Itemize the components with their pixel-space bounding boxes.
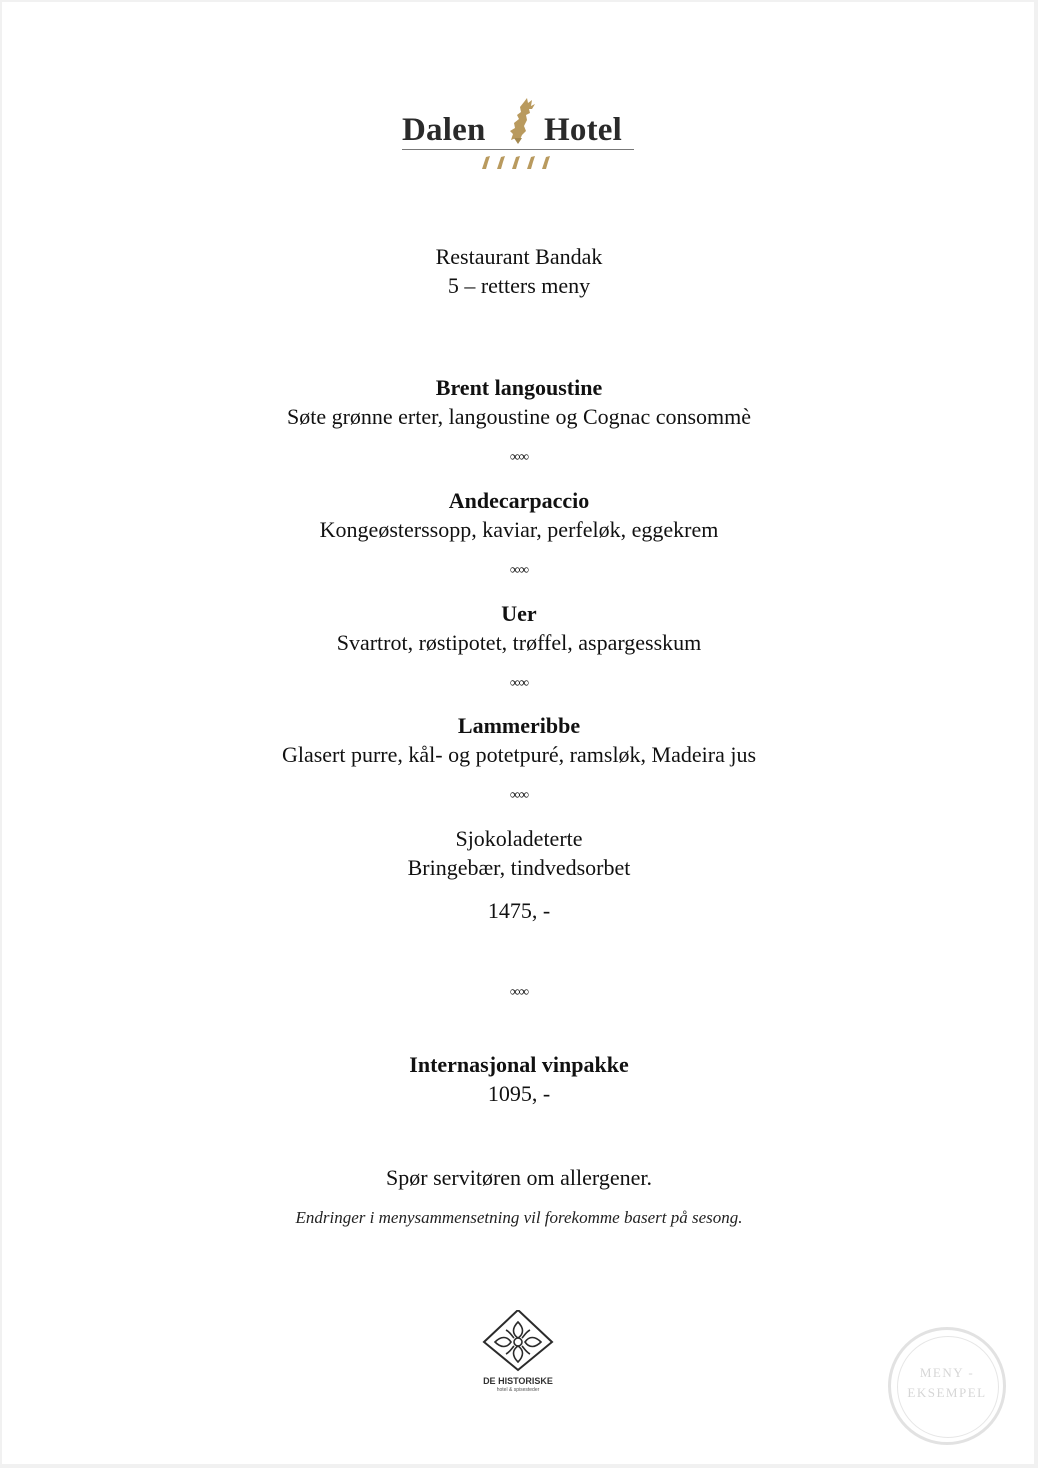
deer-icon — [500, 98, 544, 148]
logo-stars-icon — [478, 154, 558, 170]
dalen-hotel-logo — [400, 98, 640, 173]
stamp-line-1: MENY - — [919, 1365, 975, 1380]
stamp-line-2: EKSEMPEL — [907, 1385, 987, 1400]
separator: ∞∞ — [510, 985, 528, 1000]
separator: ∞∞ — [510, 788, 528, 803]
menu-example-stamp — [888, 1327, 1006, 1445]
course-3-name: Uer — [501, 601, 537, 626]
wine-package-price: 1095, - — [487, 1081, 551, 1106]
ornament-icon — [478, 1310, 558, 1374]
logo-word-dalen: Dalen — [402, 112, 486, 148]
course-1-name: Brent langoustine — [435, 375, 603, 400]
restaurant-name: Restaurant Bandak — [435, 244, 603, 269]
course-2-description: Kongeøsterssopp, kaviar, perfeløk, eggekrem — [319, 517, 719, 542]
course-4-description: Glasert purre, kål- og potetpuré, ramsløk, Madeira jus — [281, 742, 757, 767]
wine-package-name: Internasjonal vinpakke — [409, 1052, 629, 1077]
course-5-name: Sjokoladeterte — [455, 826, 583, 851]
allergen-note: Spør servitøren om allergener. — [386, 1165, 652, 1190]
logo-word-hotel: Hotel — [544, 112, 622, 148]
footer-subtitle: hotel & spisesteder — [496, 1387, 540, 1393]
course-5-description: Bringebær, tindvedsorbet — [407, 855, 631, 880]
footer-brand: DE HISTORISKE — [483, 1376, 553, 1386]
logo-rule — [402, 149, 634, 150]
separator: ∞∞ — [510, 450, 528, 465]
separator: ∞∞ — [510, 563, 528, 578]
season-note: Endringer i menysammensetning vil forekomme basert på sesong. — [295, 1208, 743, 1227]
course-2-name: Andecarpaccio — [448, 488, 590, 513]
menu-title: 5 – retters meny — [447, 273, 591, 298]
menu-price: 1475, - — [487, 898, 551, 923]
de-historiske-logo — [478, 1310, 558, 1394]
course-4-name: Lammeribbe — [457, 713, 581, 738]
course-1-description: Søte grønne erter, langoustine og Cognac consommè — [286, 404, 752, 429]
separator: ∞∞ — [510, 676, 528, 691]
course-3-description: Svartrot, røstipotet, trøffel, aspargesskum — [336, 630, 702, 655]
